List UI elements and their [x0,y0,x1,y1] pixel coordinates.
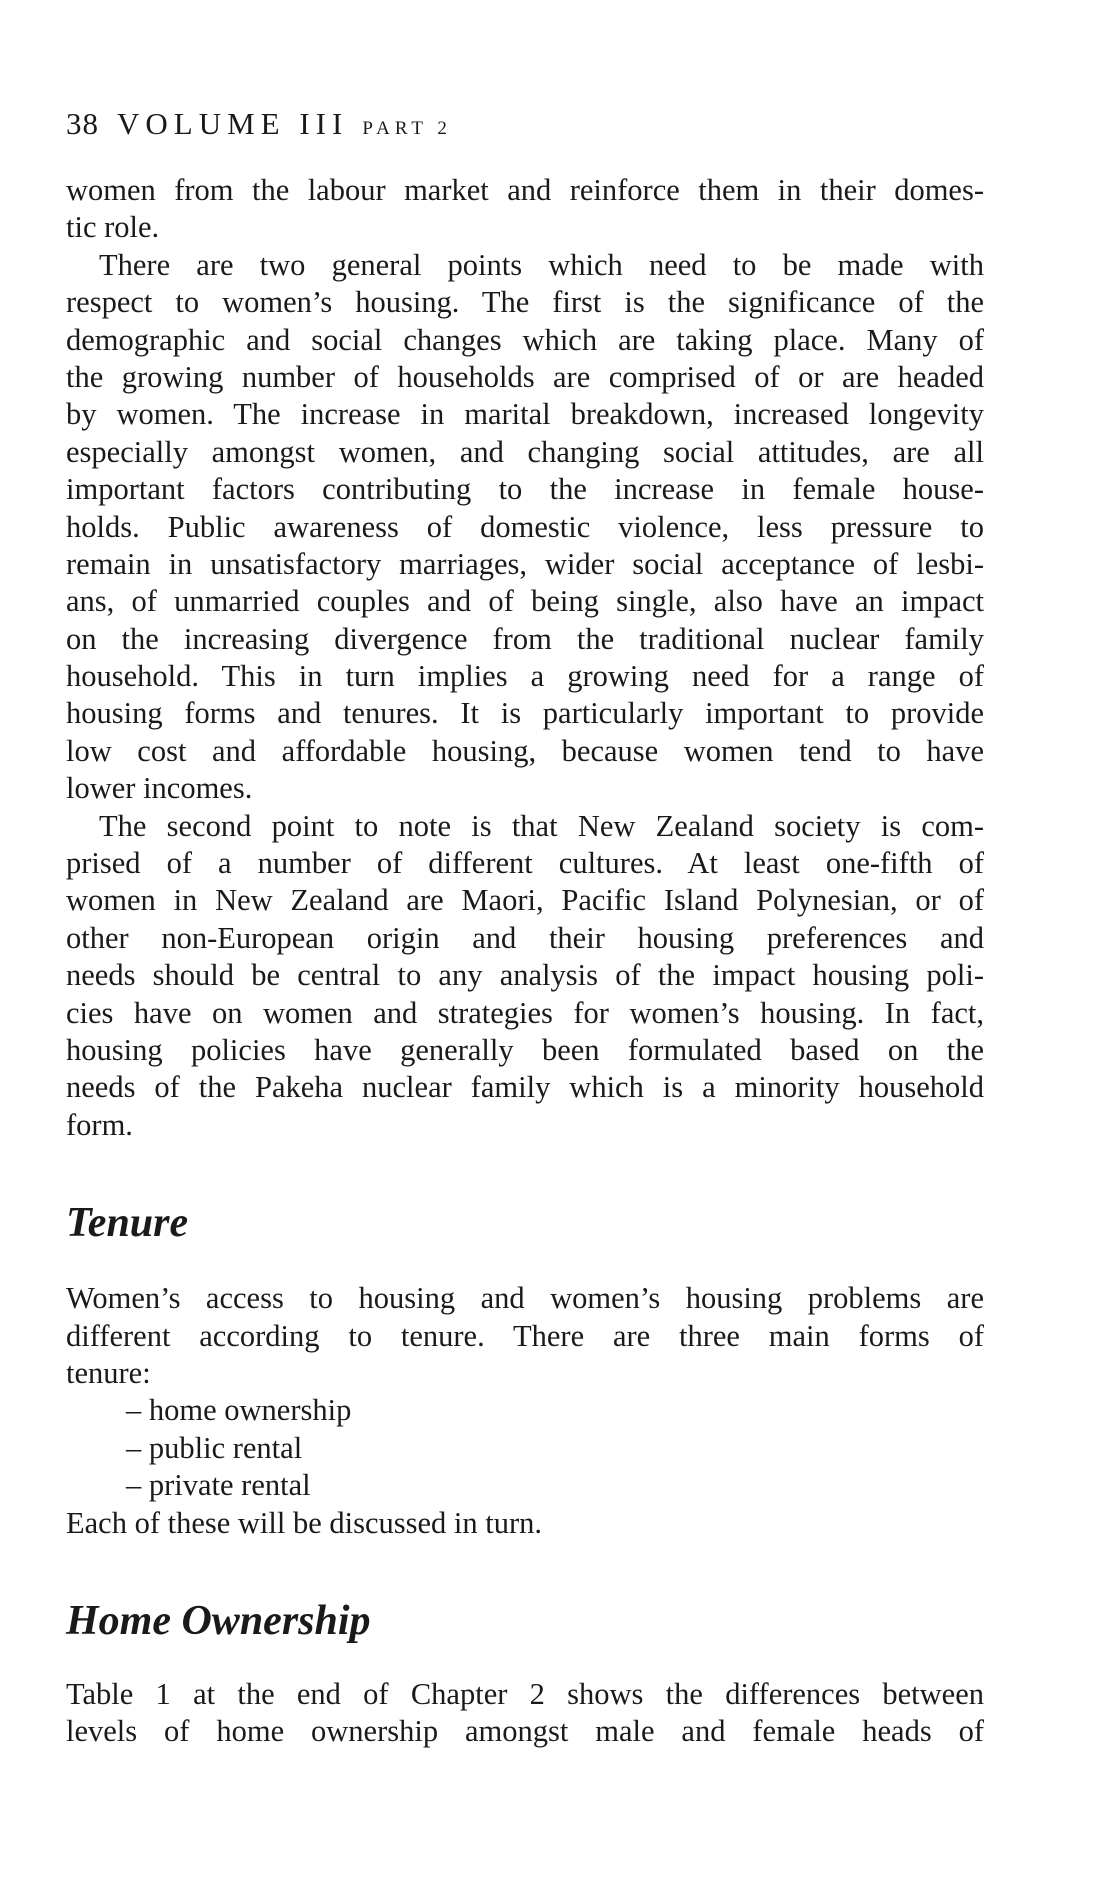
text-line: women from the labour market and reinforce them in their domes- [66,173,984,207]
list-item: – private rental [126,1468,311,1503]
text-line: needs of the Pakeha nuclear family which is a minority household [66,1070,984,1105]
section-heading-home-ownership: Home Ownership [66,1597,371,1644]
text-column [66,172,984,1751]
text-line: by women. The increase in marital breakdown, increased longevity [66,397,984,432]
text-line: lower incomes. [66,771,253,806]
section-heading-tenure: Tenure [66,1200,189,1247]
tenure-paragraph [66,1280,984,1392]
part-label: PART 2 [362,118,452,139]
text-line: women in New Zealand are Maori, Pacific Island Polynesian, or of [66,883,984,918]
text-line: especially amongst women, and changing social attitudes, are all [66,434,984,469]
text-line: housing forms and tenures. It is particularly important to provide [66,696,984,731]
text-line: form. [66,1107,133,1142]
list-item: – home ownership [126,1393,352,1428]
text-line: on the increasing divergence from the traditional nuclear family [66,621,984,656]
running-head [66,108,452,139]
text-line: tenure: [66,1355,151,1390]
text-line: holds. Public awareness of domestic violence, less pressure to [66,509,984,544]
tenure-closing-line: Each of these will be discussed in turn. [66,1505,543,1540]
text-line: prised of a number of different cultures. At least one-fifth of [66,846,984,881]
volume-label: VOLUME III [117,106,349,141]
text-line: important factors contributing to the increase in female house- [66,472,984,507]
text-line: levels of home ownership amongst male and female heads of [66,1714,984,1749]
text-line: household. This in turn implies a growing need for a range of [66,659,984,694]
text-line: There are two general points which need to be made with [99,247,984,282]
home-ownership-paragraph [66,1676,984,1751]
paragraph-1 [66,172,984,247]
paragraph-2 [66,247,984,808]
text-line: ans, of unmarried couples and of being single, also have an impact [66,584,984,619]
list-item: – public rental [126,1430,303,1465]
text-line: respect to women’s housing. The first is the significance of the [66,285,984,320]
text-line: Table 1 at the end of Chapter 2 shows the differences between [66,1676,984,1711]
text-line: cies have on women and strategies for women’s housing. In fact, [66,995,984,1030]
tenure-list [66,1392,984,1504]
text-line: demographic and social changes which are taking place. Many of [66,322,984,357]
text-line: the growing number of households are comprised of or are headed [66,359,984,394]
text-line: Women’s access to housing and women’s housing problems are [66,1281,984,1316]
text-line: remain in unsatisfactory marriages, wider social acceptance of lesbi- [66,546,984,581]
text-line: other non-European origin and their housing preferences and [66,920,984,955]
page-number: 38 [66,106,99,141]
text-line: low cost and affordable housing, because women tend to have [66,733,984,768]
text-line: needs should be central to any analysis of the impact housing poli- [66,958,984,993]
text-line: housing policies have generally been formulated based on the [66,1032,984,1067]
text-line: different according to tenure. There are three main forms of [66,1318,984,1353]
paragraph-3 [66,808,984,1145]
text-line: tic role. [66,210,160,245]
text-line: The second point to note is that New Zealand society is com- [99,808,984,843]
